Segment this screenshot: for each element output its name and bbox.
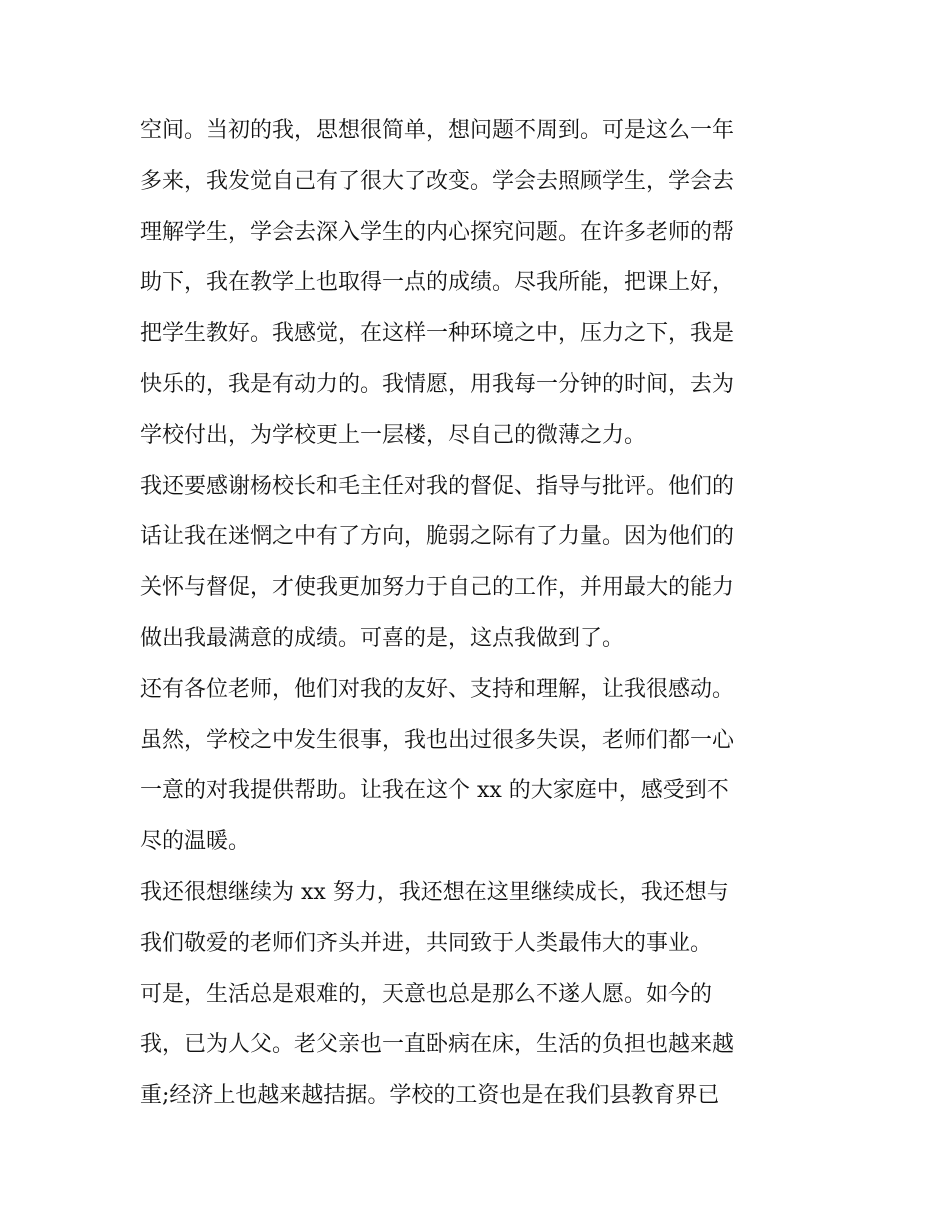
text-line: 我还很想继续为 xx 努力，我还想在这里继续成长，我还想与 [140, 879, 729, 905]
text-line: 还有各位老师，他们对我的友好、支持和理解，让我很感动。 [140, 676, 735, 702]
text-line: 多来，我发觉自己有了很大了改变。学会去照顾学生，学会去 [140, 168, 735, 194]
body-text [140, 106, 820, 1122]
text-line: 可是，生活总是艰难的，天意也总是那么不遂人愿。如今的 [140, 981, 713, 1007]
text-line: 话让我在迷惘之中有了方向，脆弱之际有了力量。因为他们的 [140, 524, 735, 550]
text-line: 助下，我在教学上也取得一点的成绩。尽我所能，把课上好， [140, 270, 735, 296]
text-line: 学校付出，为学校更上一层楼，尽自己的微薄之力。 [140, 422, 647, 448]
text-line: 理解学生，学会去深入学生的内心探究问题。在许多老师的帮 [140, 219, 735, 245]
text-line: 我们敬爱的老师们齐头并进，共同致于人类最伟大的事业。 [140, 930, 713, 956]
text-line: 尽的温暖。 [140, 829, 251, 855]
text-line: 我还要感谢杨校长和毛主任对我的督促、指导与批评。他们的 [140, 473, 735, 499]
text-line: 快乐的，我是有动力的。我情愿，用我每一分钟的时间，去为 [140, 371, 735, 397]
text-line: 我，已为人父。老父亲也一直卧病在床，生活的负担也越来越 [140, 1032, 735, 1058]
text-line: 一意的对我提供帮助。让我在这个 xx 的大家庭中，感受到不 [140, 778, 729, 804]
text-line: 虽然，学校之中发生很事，我也出过很多失误，老师们都一心 [140, 727, 735, 753]
text-line: 空间。当初的我，思想很简单，想问题不周到。可是这么一年 [140, 118, 735, 143]
text-line: 做出我最满意的成绩。可喜的是，这点我做到了。 [140, 625, 625, 651]
text-line: 把学生教好。我感觉，在这样一种环境之中，压力之下，我是 [140, 321, 735, 347]
text-line: 重;经济上也越来越拮据。学校的工资也是在我们县教育界已 [140, 1083, 720, 1109]
text-line: 关怀与督促，才使我更加努力于自己的工作，并用最大的能力 [140, 575, 735, 601]
